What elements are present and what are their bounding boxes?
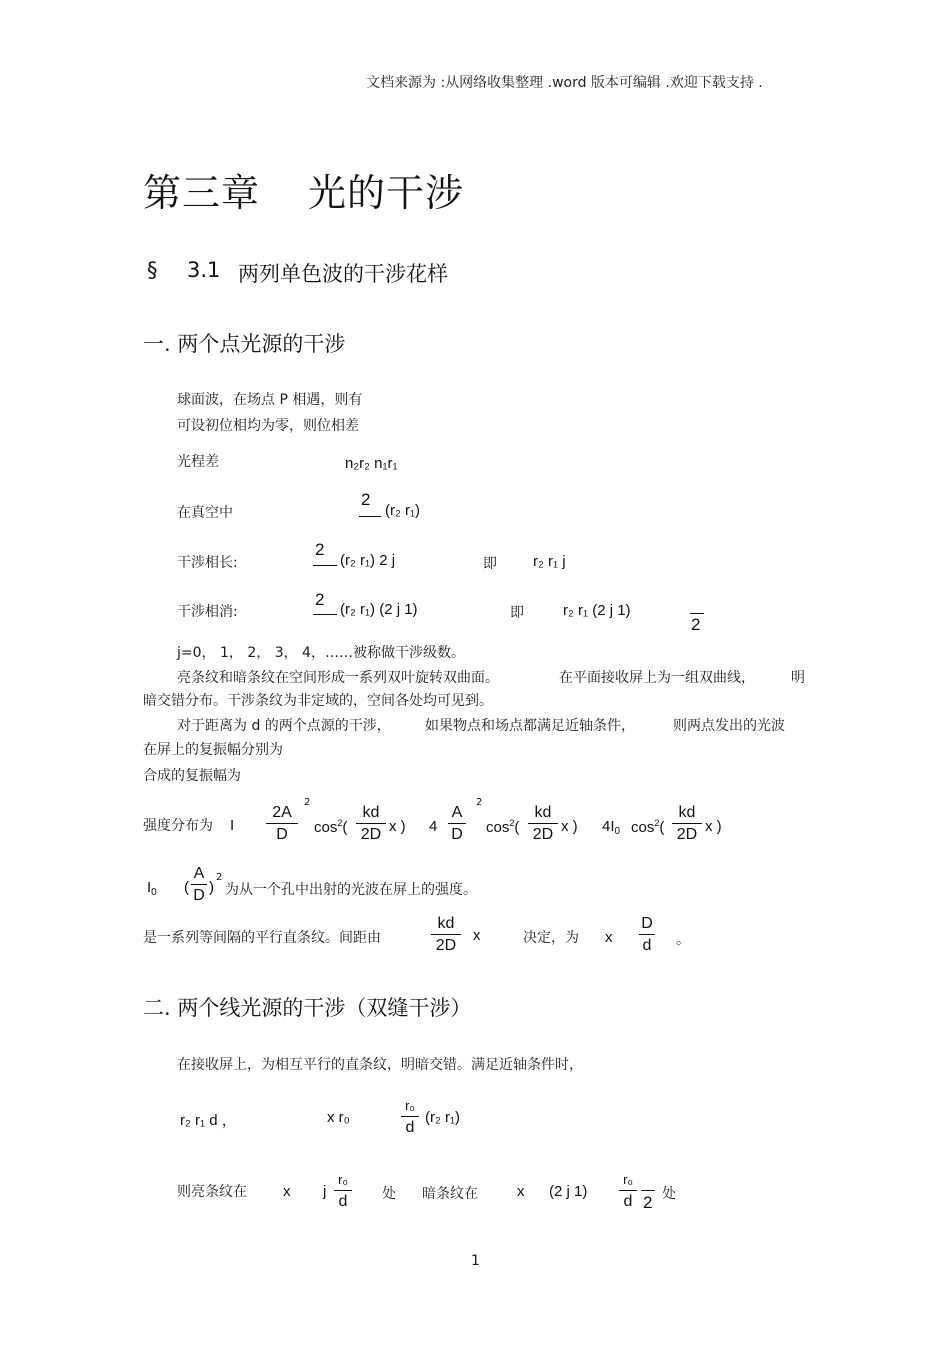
text-line: 如果物点和场点都满足近轴条件，	[425, 718, 635, 734]
fraction-bar	[313, 614, 337, 615]
cos-term: $\cos^2$(	[631, 818, 665, 836]
dark-expression: (2 j 1)	[549, 1183, 588, 1200]
cos-term: $\cos^2$(	[314, 818, 348, 836]
spacing-text: 是一系列等间隔的平行直条纹。间距由	[143, 930, 381, 946]
cos-term: $\cos^2$(	[486, 818, 520, 836]
text-line: 合成的复振幅为	[143, 768, 241, 784]
section-mark: §	[147, 258, 158, 282]
I0-description: 为从一个孔中出射的光波在屏上的强度。	[225, 882, 477, 898]
fraction-A-over-D: A D	[191, 865, 207, 905]
constructive-numerator: 2	[315, 540, 325, 559]
fraction-bar	[690, 613, 704, 614]
source-note: 文档来源为 :从网络收集整理 .word 版本可编辑 .欢迎下载支持 .	[366, 75, 763, 91]
section-number: 3.1	[187, 258, 221, 282]
part2-heading: 二. 两个线光源的干涉（双缝干涉）	[143, 996, 472, 1020]
spacing-x: x	[473, 927, 481, 944]
dark-where: 处	[662, 1186, 676, 1202]
section-title: 两列单色波的干涉花样	[238, 262, 448, 286]
constructive-label: 干涉相长:	[177, 555, 238, 571]
paren-close: )	[209, 879, 214, 896]
fraction-kd-over-2D: kd 2D	[672, 804, 702, 844]
part1-heading: 一. 两个点光源的干涉	[143, 332, 346, 356]
page-number: 1	[471, 1253, 480, 1269]
fraction-kd-over-2D: kd 2D	[356, 804, 386, 844]
x-term: x )	[705, 818, 722, 835]
text-line: 明	[791, 670, 805, 686]
opd-expression: n₂r₂ n₁r₁	[345, 455, 398, 472]
text-line: 可设初位相均为零，则位相差	[177, 418, 359, 434]
coefficient-four: 4	[429, 818, 438, 835]
dark-denominator: 2	[643, 1193, 653, 1212]
bright-label: 则亮条纹在	[177, 1184, 247, 1200]
text-line: 对于距离为 d 的两个点源的干涉，	[177, 718, 391, 734]
fraction-A-over-D: A D	[448, 804, 466, 844]
fraction-r0-over-d: r₀ d	[401, 1097, 419, 1137]
fraction-kd-over-2D: kd 2D	[528, 804, 558, 844]
spacing-decided: 决定，为	[523, 930, 579, 946]
text-line: 球面波，在场点 P 相遇，则有	[177, 392, 363, 408]
I0-symbol: $I_0$	[147, 879, 157, 898]
dark-x: x	[517, 1183, 525, 1200]
bright-where: 处	[382, 1186, 396, 1202]
text-line: 在屏上的复振幅分别为	[143, 742, 283, 758]
dark-label: 暗条纹在	[422, 1186, 478, 1202]
path-difference-expr: r₂ r₁ d ，	[180, 1112, 237, 1129]
text-line: 亮条纹和暗条纹在空间形成一系列双叶旋转双曲面。	[177, 670, 499, 686]
fraction-bar	[641, 1190, 655, 1191]
four-I0: $4I_0$	[602, 818, 621, 837]
r-difference: (r₂ r₁)	[425, 1109, 461, 1126]
destructive-numerator: 2	[315, 590, 325, 609]
ie-label: 即	[483, 556, 497, 572]
fraction-r0-over-d: r₀ d	[334, 1171, 352, 1211]
order-line: j=0， 1， 2， 3， 4，……被称做干涉级数。	[177, 645, 465, 661]
intensity-label: 强度分布为	[143, 818, 213, 834]
vacuum-expression: (r₂ r₁)	[385, 502, 421, 519]
spacing-end: 。	[676, 932, 690, 948]
fraction-2A-over-D: 2A D	[266, 804, 298, 844]
intensity-symbol: I	[230, 817, 235, 834]
bright-j: j	[323, 1183, 327, 1200]
destructive-denominator: 2	[691, 615, 701, 634]
text-line: 则两点发出的光波	[673, 718, 785, 734]
opd-label: 光程差	[177, 454, 219, 470]
ie-label: 即	[510, 605, 524, 621]
destructive-expression: (r₂ r₁) (2 j 1)	[340, 601, 418, 618]
destructive-result: r₂ r₁ (2 j 1)	[563, 602, 631, 619]
constructive-result: r₂ r₁ j	[533, 553, 566, 570]
bright-x: x	[283, 1183, 291, 1200]
x-term: x )	[389, 818, 406, 835]
destructive-label: 干涉相消:	[177, 604, 238, 620]
text-line: 在平面接收屏上为一组双曲线，	[559, 670, 755, 686]
chapter-title: 光的干涉	[308, 171, 465, 215]
chapter-number: 第三章	[143, 171, 261, 215]
x-term: x )	[561, 818, 578, 835]
spacing-x2: x	[605, 929, 613, 946]
vacuum-numerator: 2	[361, 490, 371, 509]
x-r0-expr: x r₀	[327, 1109, 350, 1126]
fraction-kd-over-2D: kd 2D	[431, 915, 461, 955]
text-line: 暗交错分布。干涉条纹为非定域的，空间各处均可见到。	[143, 693, 493, 709]
fraction-bar	[359, 516, 381, 517]
vacuum-label: 在真空中	[177, 505, 233, 521]
text-line: 在接收屏上，为相互平行的直条纹，明暗交错。满足近轴条件时，	[177, 1057, 583, 1073]
constructive-expression: (r₂ r₁) 2 j	[340, 552, 396, 569]
fraction-r0-over-d: r₀ d	[619, 1171, 637, 1211]
paren-open: (	[184, 879, 189, 896]
fraction-bar	[313, 565, 337, 566]
fraction-D-over-d: D d	[639, 915, 655, 955]
